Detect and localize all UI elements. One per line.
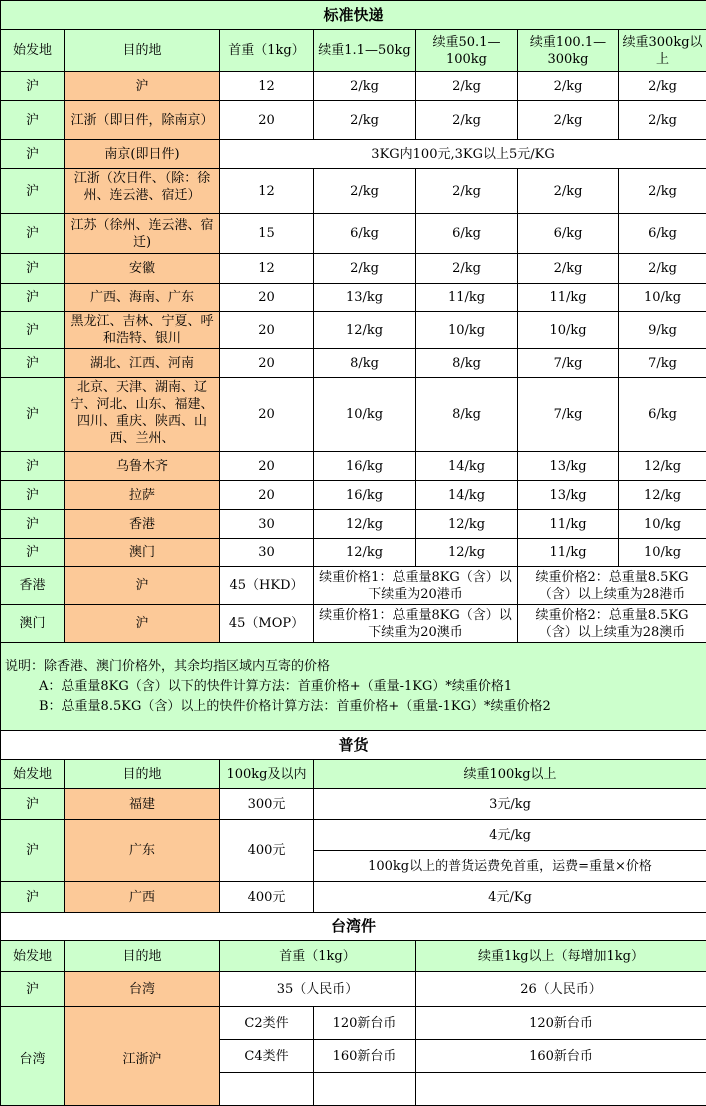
destination-cell: 广西、海南、广东: [65, 284, 220, 312]
rate-cell: 2/kg: [518, 72, 619, 101]
rate-cell: 2/kg: [518, 254, 619, 284]
origin-cell: 沪: [1, 481, 65, 510]
header-base: 100kg及以内: [220, 760, 314, 789]
extra-price-cell: 160新台币: [416, 1040, 706, 1073]
header-origin: 始发地: [1, 941, 65, 972]
rate-cell: 2/kg: [518, 101, 619, 140]
rate-cell: 2/kg: [416, 101, 518, 140]
rate-cell: 6/kg: [518, 214, 619, 254]
rate-cell: 6/kg: [619, 378, 706, 452]
origin-cell: 沪: [1, 101, 65, 140]
rate-cell: 2/kg: [314, 169, 416, 214]
destination-cell: 广东: [65, 820, 220, 882]
table-row: [1, 510, 706, 539]
origin-text: 台湾: [3, 1007, 62, 1068]
origin-cell: 沪: [1, 312, 65, 349]
header-extra: 续重1kg以上（每增加1kg）: [416, 941, 706, 972]
rate-cell: 16/kg: [314, 452, 416, 481]
origin-cell: 沪: [1, 140, 65, 169]
merged-rate-cell: 3KG内100元,3KG以上5元/KG: [220, 140, 706, 169]
rate-cell: 2/kg: [314, 254, 416, 284]
rate-cell: 8/kg: [314, 349, 416, 378]
rate-cell: 7/kg: [518, 378, 619, 452]
rate-cell: 6/kg: [619, 214, 706, 254]
header-destination: 目的地: [65, 760, 220, 789]
origin-cell: 沪: [1, 72, 65, 101]
rate-cell: 12/kg: [416, 539, 518, 567]
table-row: [1, 101, 706, 140]
destination-cell: 黑龙江、吉林、宁夏、呼和浩特、银川: [65, 312, 220, 349]
destination-text: 北京、天津、湖南、辽宁、河北、山东、福建、四川、重庆、陕西、山西、兰州、: [67, 379, 217, 450]
table-row: [1, 452, 706, 481]
destination-cell: 江苏（徐州、连云港、宿迁): [65, 214, 220, 254]
rate-cell: 13/kg: [314, 284, 416, 312]
table-row: [1, 349, 706, 378]
rate-cell: 2/kg: [518, 169, 619, 214]
category-cell: C2类件: [220, 1007, 314, 1040]
destination-cell: 沪: [65, 72, 220, 101]
rate-cell: 10/kg: [416, 312, 518, 349]
rate-cell: 12/kg: [619, 452, 706, 481]
header-extra-4: 续重300kg以上: [619, 30, 706, 72]
header-first-weight: 首重（1kg）: [220, 30, 314, 72]
origin-cell: 沪: [1, 169, 65, 214]
table-row: [1, 214, 706, 254]
origin-cell: 沪: [1, 510, 65, 539]
table-row: [1, 972, 706, 1007]
rate-cell: 13/kg: [518, 452, 619, 481]
origin-cell: 沪: [1, 789, 65, 820]
first-weight-cell: 45（MOP）: [220, 605, 314, 643]
rate-cell: 2/kg: [314, 101, 416, 140]
table-row: [1, 820, 706, 851]
first-weight-cell: 20: [220, 312, 314, 349]
first-weight-cell: 12: [220, 254, 314, 284]
header-destination: 目的地: [65, 941, 220, 972]
destination-cell: 台湾: [65, 972, 220, 1007]
destination-cell: 拉萨: [65, 481, 220, 510]
table-row: [1, 254, 706, 284]
extra-price-cell: 3元/kg: [314, 789, 706, 820]
header-origin: 始发地: [1, 30, 65, 72]
destination-cell: [65, 378, 220, 452]
origin-cell: 沪: [1, 972, 65, 1007]
rate-cell: 14/kg: [416, 452, 518, 481]
origin-cell: 沪: [1, 254, 65, 284]
rate-cell: 2/kg: [416, 72, 518, 101]
first-weight-cell: 20: [220, 349, 314, 378]
origin-cell: 沪: [1, 378, 65, 452]
table-row: [1, 789, 706, 820]
destination-cell: 江浙（即日件，除南京）: [65, 101, 220, 140]
table-row: [1, 567, 706, 605]
destination-cell: [65, 169, 220, 214]
header-extra: 续重100kg以上: [314, 760, 706, 789]
rate-cell: 8/kg: [416, 349, 518, 378]
table-row: [1, 539, 706, 567]
express-title: 标准快递: [1, 1, 706, 30]
table-row: [1, 72, 706, 101]
first-weight-cell: 30: [220, 539, 314, 567]
price-rule-2: 续重价格2：总重量8.5KG（含）以上续重为28港币: [518, 567, 706, 605]
table-row: [1, 481, 706, 510]
header-extra-2: 续重50.1—100kg: [416, 30, 518, 72]
extra-price-cell: 4元/Kg: [314, 882, 706, 913]
header-first-weight: 首重（1kg）: [220, 941, 416, 972]
first-weight-cell: 20: [220, 481, 314, 510]
rate-cell: 12/kg: [314, 539, 416, 567]
rate-cell: 11/kg: [518, 284, 619, 312]
destination-cell: [65, 1007, 220, 1106]
rate-cell: 2/kg: [619, 101, 706, 140]
note-line: 说明：除香港、澳门价格外，其余均指区域内互寄的价格: [5, 657, 702, 677]
note-line: A：总重量8KG（含）以下的快件计算方法：首重价格+（重量-1KG）*续重价格1: [5, 677, 702, 697]
rate-cell: 7/kg: [619, 349, 706, 378]
origin-cell: 沪: [1, 820, 65, 882]
rate-cell: 6/kg: [416, 214, 518, 254]
origin-cell: 沪: [1, 284, 65, 312]
destination-cell: 香港: [65, 510, 220, 539]
rate-cell: 2/kg: [416, 169, 518, 214]
general-title: 普货: [1, 731, 706, 760]
header-extra-3: 续重100.1—300kg: [518, 30, 619, 72]
rate-cell: 8/kg: [416, 378, 518, 452]
taiwan-title: 台湾件: [1, 913, 706, 941]
rate-cell: 10/kg: [518, 312, 619, 349]
rate-cell: 11/kg: [518, 539, 619, 567]
category-cell: C4类件: [220, 1040, 314, 1073]
origin-cell: [1, 1007, 65, 1106]
base-price-cell: 400元: [220, 820, 314, 882]
rate-cell: 11/kg: [518, 510, 619, 539]
rate-cell: 14/kg: [416, 481, 518, 510]
rate-cell: 10/kg: [619, 510, 706, 539]
origin-cell: 香港: [1, 567, 65, 605]
origin-cell: 沪: [1, 452, 65, 481]
extra-price-cell: 26（人民币）: [416, 972, 706, 1007]
origin-cell: 沪: [1, 349, 65, 378]
rate-cell: 2/kg: [619, 169, 706, 214]
first-weight-cell: 20: [220, 284, 314, 312]
destination-text: 江浙（次日件、（除：徐州、连云港、宿迁）: [67, 170, 217, 212]
first-weight-cell: 20: [220, 101, 314, 140]
first-weight-cell: 45（HKD）: [220, 567, 314, 605]
rate-cell: 10/kg: [619, 539, 706, 567]
extra-price-cell: 120新台币: [416, 1007, 706, 1040]
header-extra-1: 续重1.1—50kg: [314, 30, 416, 72]
header-destination: 目的地: [65, 30, 220, 72]
first-weight-cell: 120新台币: [314, 1007, 416, 1040]
table-row: [1, 140, 706, 169]
rate-cell: 10/kg: [619, 284, 706, 312]
destination-cell: 沪: [65, 567, 220, 605]
table-row: [1, 284, 706, 312]
header-origin: 始发地: [1, 760, 65, 789]
first-weight-cell: 20: [220, 378, 314, 452]
table-row: [1, 882, 706, 913]
rate-cell: 2/kg: [314, 72, 416, 101]
table-row: [1, 312, 706, 349]
first-weight-cell: 30: [220, 510, 314, 539]
note-line: B：总重量8.5KG（含）以上的快件价格计算方法：首重价格+（重量-1KG）*续重价格2: [5, 697, 702, 717]
notes-block: [1, 643, 706, 731]
first-weight-cell: 20: [220, 452, 314, 481]
table-row: [1, 378, 706, 452]
rate-cell: 2/kg: [416, 254, 518, 284]
destination-cell: 安徽: [65, 254, 220, 284]
rate-cell: 7/kg: [518, 349, 619, 378]
destination-text: 江浙沪: [67, 1007, 217, 1068]
table-row: [1, 605, 706, 643]
rate-cell: 16/kg: [314, 481, 416, 510]
rate-cell: 13/kg: [518, 481, 619, 510]
origin-cell: 澳门: [1, 605, 65, 643]
rate-cell: 11/kg: [416, 284, 518, 312]
first-weight-cell: 12: [220, 169, 314, 214]
destination-cell: 南京(即日件): [65, 140, 220, 169]
destination-cell: 湖北、江西、河南: [65, 349, 220, 378]
table-row: [1, 1007, 706, 1040]
rate-cell: 10/kg: [314, 378, 416, 452]
destination-cell: 沪: [65, 605, 220, 643]
price-rule-2: 续重价格2：总重量8.5KG（含）以上续重为28澳币: [518, 605, 706, 643]
table-row: [1, 169, 706, 214]
rate-cell: 12/kg: [416, 510, 518, 539]
rate-cell: 6/kg: [314, 214, 416, 254]
origin-cell: 沪: [1, 882, 65, 913]
extra-price-cell: 4元/kg: [314, 820, 706, 851]
rate-cell: 2/kg: [619, 254, 706, 284]
destination-cell: 澳门: [65, 539, 220, 567]
rate-cell: 12/kg: [619, 481, 706, 510]
price-rule-1: 续重价格1：总重量8KG（含）以下续重为20澳币: [314, 605, 518, 643]
origin-cell: 沪: [1, 539, 65, 567]
destination-cell: 广西: [65, 882, 220, 913]
price-rule-1: 续重价格1：总重量8KG（含）以下续重为20港币: [314, 567, 518, 605]
destination-cell: 乌鲁木齐: [65, 452, 220, 481]
rate-cell: 12/kg: [314, 510, 416, 539]
rate-cell: 12/kg: [314, 312, 416, 349]
first-weight-cell: 160新台币: [314, 1040, 416, 1073]
rate-cell: 9/kg: [619, 312, 706, 349]
rate-cell: 2/kg: [619, 72, 706, 101]
base-price-cell: 400元: [220, 882, 314, 913]
base-price-cell: 300元: [220, 789, 314, 820]
origin-cell: 沪: [1, 214, 65, 254]
first-weight-cell: 12: [220, 72, 314, 101]
first-weight-cell: 35（人民币）: [220, 972, 416, 1007]
general-note-cell: 100kg以上的普货运费免首重，运费=重量×价格: [314, 851, 706, 882]
first-weight-cell: 15: [220, 214, 314, 254]
destination-cell: 福建: [65, 789, 220, 820]
